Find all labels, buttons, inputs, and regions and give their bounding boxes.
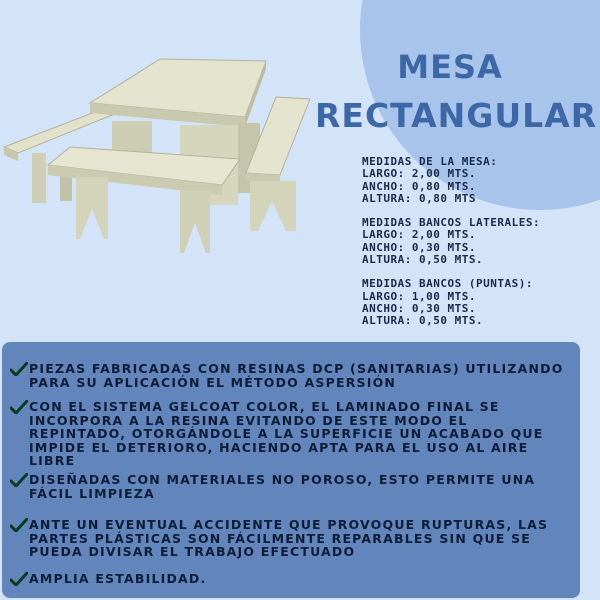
spec-line: LARGO: 1,00 MTS. (362, 289, 476, 303)
checkmark-icon (10, 473, 28, 487)
feature-item (10, 572, 570, 586)
features-panel (2, 342, 580, 598)
feature-item (10, 473, 570, 500)
checkmark-icon (10, 518, 28, 532)
feature-text: ANTE UN EVENTUAL ACCIDENTE QUE PROVOQUE RUPTURAS, LAS PARTES PLÁSTICAS SON FÁCILMENTE REPARABLES SIN QUE SE PUEDA DIVISAR EL TRABAJO EFECTUADO (29, 517, 549, 559)
checkmark-icon (10, 362, 28, 376)
spec-heading: MEDIDAS BANCOS LATERALES: (362, 216, 541, 230)
spec-line: ALTURA: 0,50 MTS. (362, 253, 484, 267)
feature-text: CON EL SISTEMA GELCOAT COLOR, EL LAMINADO FINAL SE INCORPORA A LA RESINA EVITANDO DE ESTE MODO EL REPINTADO, OTORGÁNDOLE A LA SUPERFICIE UN ACABADO QUE IMPIDE EL DETERIORO, HACIENDO APTA PARA EL USO AL AIRE LIBRE (29, 399, 544, 468)
dimensions-specs (362, 156, 592, 340)
feature-text: AMPLIA ESTABILIDAD. (29, 571, 207, 586)
spec-line: LARGO: 2,00 MTS. (362, 228, 476, 242)
table-dimensions (362, 156, 592, 205)
title-line-1: MESA (397, 48, 503, 86)
feature-item (10, 518, 570, 559)
feature-item (10, 362, 570, 389)
spec-line: ANCHO: 0,30 MTS. (362, 301, 476, 315)
spec-line: ANCHO: 0,30 MTS. (362, 240, 476, 254)
spec-line: LARGO: 2,00 MTS. (362, 167, 476, 181)
feature-text: PIEZAS FABRICADAS CON RESINAS DCP (SANITARIAS) UTILIZANDO PARA SU APLICACIÓN EL MÉTODO ASPERSIÓN (29, 361, 564, 390)
feature-item (10, 400, 570, 468)
end-bench-dimensions (362, 278, 592, 327)
spec-line: ALTURA: 0,50 MTS. (362, 314, 484, 328)
spec-heading: MEDIDAS DE LA MESA: (362, 155, 498, 168)
spec-heading: MEDIDAS BANCOS (PUNTAS): (362, 277, 533, 291)
title-line-2: RECTANGULAR (315, 96, 598, 135)
side-bench-dimensions (362, 217, 592, 266)
feature-text: DISEÑADAS CON MATERIALES NO POROSO, ESTO PERMITE UNA FÁCIL LIMPIEZA (29, 472, 536, 501)
checkmark-icon (10, 400, 28, 414)
spec-line: ANCHO: 0,80 MTS. (362, 179, 476, 193)
spec-line: ALTURA: 0,80 MTS (362, 191, 476, 205)
checkmark-icon (10, 572, 28, 586)
table-and-benches-image (0, 25, 330, 255)
